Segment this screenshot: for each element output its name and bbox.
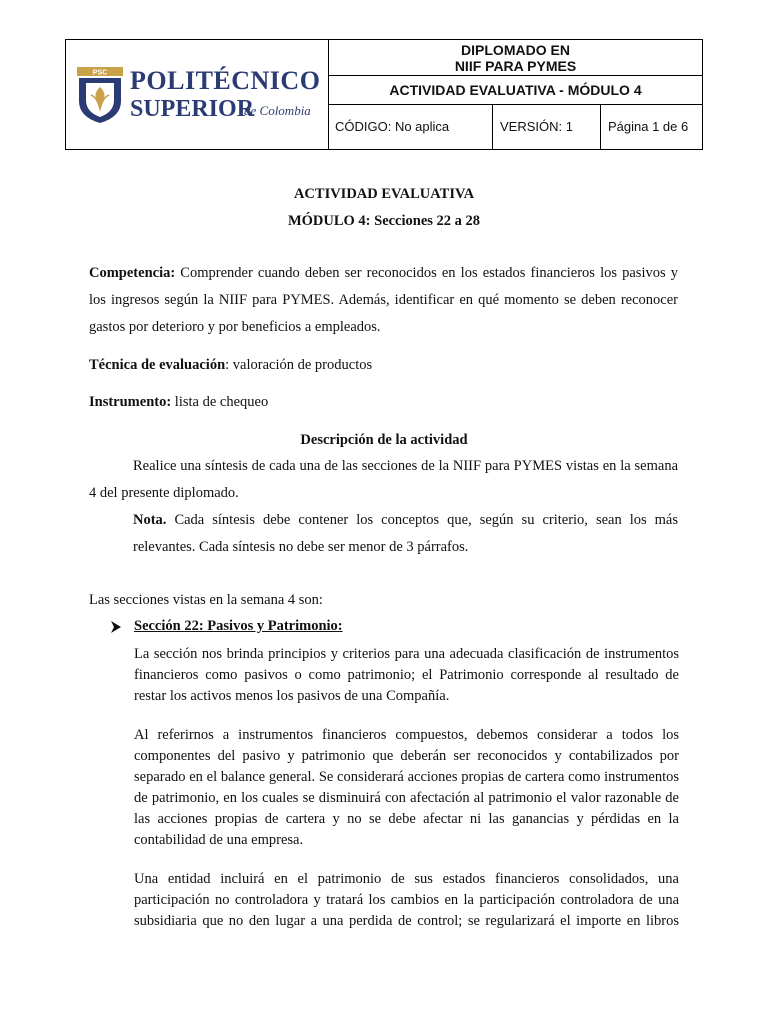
tecnica-label: Técnica de evaluación	[89, 357, 226, 373]
descripcion-heading: Descripción de la actividad	[300, 432, 468, 448]
header-subtitle: ACTIVIDAD EVALUATIVA - MÓDULO 4	[329, 77, 702, 105]
header-title	[329, 40, 702, 76]
logo-text-politecnico: POLITÉCNICO	[130, 66, 321, 95]
seccion22-heading	[134, 613, 679, 640]
doc-title: ACTIVIDAD EVALUATIVA	[293, 186, 475, 202]
seccion22-paragraph-3: Una entidad incluirá en el patrimonio de sus estados financieros consolidados, una participación no controladora y tratará los cambios en la participación controladora de una subsidiaria que no den lugar a una perdida de control; se regularizará el importe en libros	[134, 871, 679, 929]
logo-cell	[66, 40, 329, 149]
header-title-line1: DIPLOMADO EN	[461, 42, 570, 58]
competencia-text: Comprender cuando deben ser reconocidos en los estados financieros los pasivos y los ingresos según la NIIF para PYMES. Además, identificar en qué momento se deben reconocer gastos por deterioro y por beneficios a empleados.	[89, 265, 678, 335]
seccion22-paragraph-1: La sección nos brinda principios y criterios para una adecuada clasificación de instrumentos financieros como pasivos o como patrimonio; el Patrimonio corresponde al resultado de restar los activos menos los pasivos de una Compañía.	[134, 646, 679, 704]
instrumento-paragraph	[89, 389, 678, 416]
tecnica-paragraph	[89, 352, 678, 379]
header-codigo: CÓDIGO: No aplica	[329, 105, 493, 149]
competencia-label: Competencia:	[89, 265, 176, 281]
nota-label: Nota.	[133, 512, 167, 528]
doc-subtitle: MÓDULO 4: Secciones 22 a 28	[287, 213, 481, 229]
psc-shield-logo-icon	[77, 67, 123, 123]
header-version: VERSIÓN: 1	[494, 105, 601, 149]
seccion22-heading-text: Sección 22: Pasivos y Patrimonio:	[134, 618, 343, 634]
logo-badge: PSC	[92, 69, 108, 77]
arrowhead-bullet-icon	[110, 620, 122, 634]
seccion22-paragraph-2: Al referirnos a instrumentos financieros compuestos, debemos considerar a todos los componentes del pasivo y patrimonio que deberán ser reconocidos y contabilizados por separado en el balance general. Se considerará acciones propias de cartera como instrumentos de patrimonio, en los cuales se disminuirá con afectación al patrimonio el valor razonable de las acciones propias de cartera y no se debe afectar ni las ganancias y pérdidas en la contabilidad de una empresa.	[134, 727, 679, 848]
header-pagina: Página 1 de 6	[608, 119, 689, 134]
competencia-paragraph	[89, 260, 678, 341]
header-title-line2: NIIF PARA PYMES	[454, 58, 577, 74]
logo-text-de-colombia: de Colombia	[244, 103, 311, 118]
instrumento-label: Instrumento:	[89, 394, 172, 410]
secciones-intro: Las secciones vistas en la semana 4 son:	[89, 592, 323, 608]
tecnica-text: : valoración de productos	[225, 357, 373, 373]
header-meta-row	[329, 105, 702, 149]
instrumento-text: lista de chequeo	[171, 394, 269, 410]
logo-text-superior: SUPERIOR	[130, 96, 255, 122]
nota-text: Cada síntesis debe contener los conceptos que, según su criterio, sean los más relevantes. Cada síntesis no debe ser menor de 3 párrafos.	[133, 512, 678, 555]
nota-paragraph	[133, 507, 678, 561]
document-header-table	[65, 39, 703, 150]
descripcion-paragraph: Realice una síntesis de cada una de las secciones de la NIIF para PYMES vistas en la semana 4 del presente diplomado.	[89, 458, 678, 501]
